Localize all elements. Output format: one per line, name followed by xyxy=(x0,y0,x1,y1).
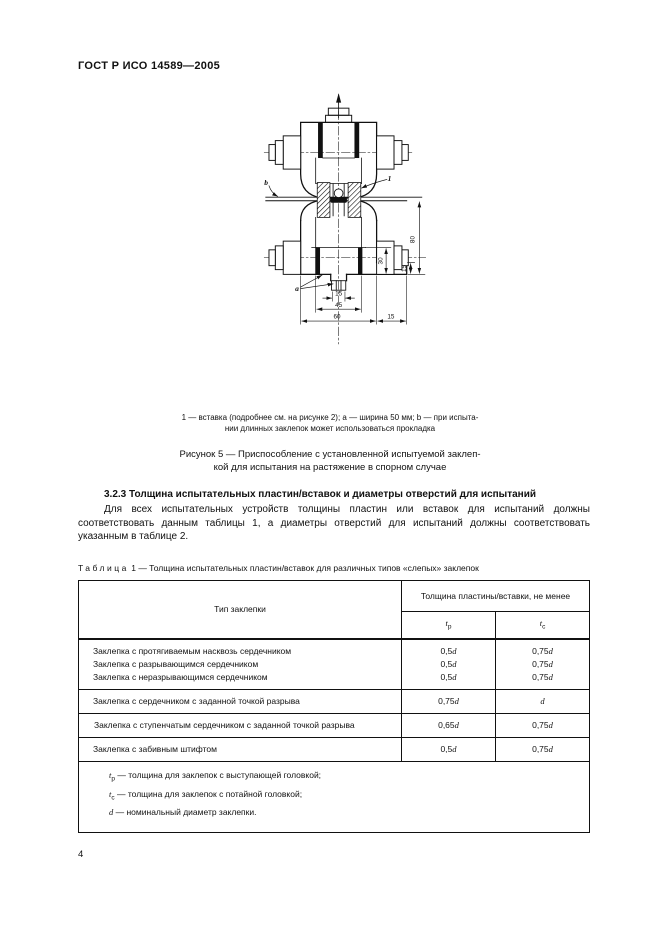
footnote-line: $t_c$ — толщина для заклепок с потайной головкой; xyxy=(109,788,303,802)
table-caption-num: 1 xyxy=(131,563,136,573)
section-heading: 3.2.3 Толщина испытательных пластин/вставок и диаметры отверстий для испытаний xyxy=(104,489,537,500)
dim-label-15-base: 15 xyxy=(387,313,395,321)
table-row-3 xyxy=(79,714,590,738)
tc-value: d xyxy=(496,690,590,714)
callout-1: 1 xyxy=(387,173,392,183)
rivet-type: Заклепка с забивным штифтом xyxy=(79,738,402,762)
section-paragraph: Для всех испытательных устройств толщины пластин или вставок для испытаний должны соответствовать данным таблицы 1, а диаметры отверстий для испытаний должны соответствовать указанным в таблице 2. xyxy=(78,504,590,542)
dim-label-80: 80 xyxy=(409,236,417,244)
table-footnotes xyxy=(79,762,590,833)
table-row-2 xyxy=(79,690,590,714)
rivet-type: Заклепка с сердечником с заданной точкой разрыва xyxy=(79,690,402,714)
tp-value: 0,5d xyxy=(440,646,457,656)
dim-label-15-flange: 15 xyxy=(400,264,408,272)
table-1 xyxy=(78,580,590,833)
callout-b: b xyxy=(264,177,268,187)
figure-caption-line: нии длинных заклепок может использоваться прокладка xyxy=(224,424,436,433)
tp-value: 0,65d xyxy=(402,714,496,738)
dim-label-15-tab: 15 xyxy=(335,290,343,298)
dim-label-60: 60 xyxy=(333,313,341,321)
rivet-type: Заклепка с неразрывающимся сердечником xyxy=(93,672,268,682)
rivet-type: Заклепка с протягиваемым насквозь сердечником xyxy=(93,646,292,656)
tp-value: 0,5d xyxy=(402,738,496,762)
table-caption-text: — Толщина испытательных пластин/вставок для различных типов «слепых» заклепок xyxy=(138,563,479,573)
col-header-type: Тип заклепки xyxy=(79,581,402,640)
load-arrow-up xyxy=(336,93,341,118)
tc-value: 0,75d xyxy=(496,738,590,762)
table-row-group1 xyxy=(79,639,590,690)
page-number: 4 xyxy=(78,849,84,860)
table-row-4 xyxy=(79,738,590,762)
footnote-line: $t_p$ — толщина для заклепок с выступающей головкой; xyxy=(109,770,322,783)
tc-value: 0,75d xyxy=(496,714,590,738)
callout-a: a xyxy=(295,283,299,293)
figure-title-line: Рисунок 5 — Приспособление с установленной испытуемой заклеп- xyxy=(179,449,481,460)
tp-value: 0,5d xyxy=(440,659,457,669)
table-caption-word: Таблица xyxy=(78,563,129,573)
table-caption xyxy=(78,563,590,573)
tc-value: 0,75d xyxy=(532,659,553,669)
figure-title-line: кой для испытания на растяжение в спорном случае xyxy=(213,462,447,473)
figure-caption xyxy=(120,412,540,434)
rivet-type: Заклепка с ступенчатым сердечником с заданной точкой разрыва xyxy=(94,720,355,730)
tc-value: 0,75d xyxy=(532,646,553,656)
tp-value: 0,5d xyxy=(440,672,457,682)
footnote-line: d — номинальный диаметр заклепки. xyxy=(109,807,257,818)
tp-value: 0,75d xyxy=(402,690,496,714)
table-header-row-1 xyxy=(79,581,590,612)
tc-value: 0,75d xyxy=(532,672,553,682)
figure-caption-line: 1 — вставка (подробнее см. на рисунке 2); a — ширина 50 мм; b — при испыта- xyxy=(181,413,479,422)
dim-label-45: 45 xyxy=(335,301,343,309)
col-header-tc: $t_c$ xyxy=(496,612,590,640)
centerlines xyxy=(264,95,425,344)
figure-5-drawing xyxy=(222,86,460,420)
figure-title xyxy=(100,448,560,474)
dim-label-30: 30 xyxy=(377,257,385,265)
col-header-group: Толщина пластины/вставки, не менее xyxy=(402,581,590,612)
col-header-tp: $t_p$ xyxy=(402,612,496,640)
standard-number: ГОСТ Р ИСО 14589—2005 xyxy=(78,60,221,72)
rivet-type: Заклепка с разрывающимся сердечником xyxy=(93,659,259,669)
